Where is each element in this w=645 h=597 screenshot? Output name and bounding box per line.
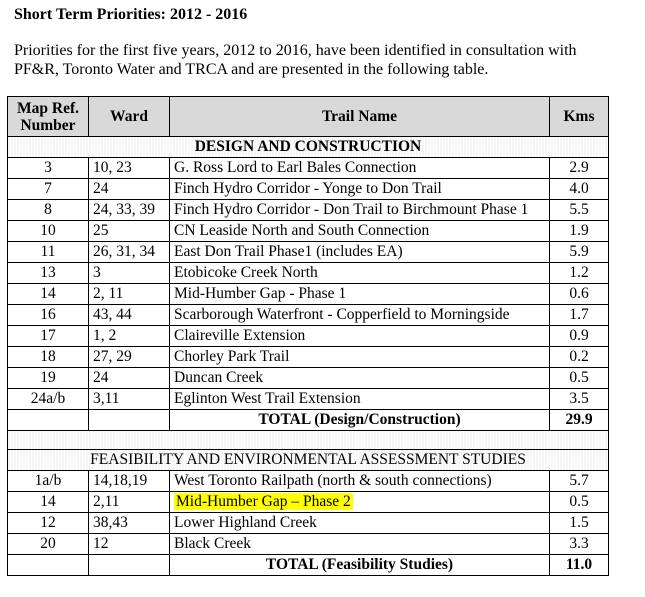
ward-cell: 2, 11 <box>89 284 170 305</box>
kms-cell: 1.5 <box>550 513 609 534</box>
kms-cell: 5.7 <box>550 471 609 492</box>
map-ref-cell: 18 <box>8 347 89 368</box>
total-label-design: TOTAL (Design/Construction) <box>170 410 550 431</box>
map-ref-cell: 12 <box>8 513 89 534</box>
kms-cell: 3.5 <box>550 389 609 410</box>
header-trail-name: Trail Name <box>170 97 550 137</box>
trail-name-cell: Scarborough Waterfront - Copperfield to Morningside <box>170 305 550 326</box>
header-kms: Kms <box>550 97 609 137</box>
section-row-design <box>8 137 609 158</box>
kms-cell: 5.9 <box>550 242 609 263</box>
kms-cell: 1.2 <box>550 263 609 284</box>
table-row <box>8 534 609 555</box>
map-ref-cell: 13 <box>8 263 89 284</box>
map-ref-cell: 8 <box>8 200 89 221</box>
total-kms-design: 29.9 <box>550 410 609 431</box>
trail-name-cell: Mid-Humber Gap - Phase 1 <box>170 284 550 305</box>
total-empty-cell <box>89 555 170 576</box>
trail-name-cell: Etobicoke Creek North <box>170 263 550 284</box>
kms-cell: 0.2 <box>550 347 609 368</box>
total-kms-feasibility: 11.0 <box>550 555 609 576</box>
section-title-design: DESIGN AND CONSTRUCTION <box>8 137 609 158</box>
map-ref-cell: 7 <box>8 179 89 200</box>
map-ref-cell: 3 <box>8 158 89 179</box>
trail-name-cell <box>170 492 550 513</box>
map-ref-cell: 16 <box>8 305 89 326</box>
kms-cell: 5.5 <box>550 200 609 221</box>
trail-name-cell: Black Creek <box>170 534 550 555</box>
table-row <box>8 347 609 368</box>
map-ref-cell: 1a/b <box>8 471 89 492</box>
kms-cell: 0.9 <box>550 326 609 347</box>
map-ref-cell: 17 <box>8 326 89 347</box>
kms-cell: 0.6 <box>550 284 609 305</box>
table-row <box>8 221 609 242</box>
priorities-table <box>7 96 609 576</box>
total-empty-cell <box>8 555 89 576</box>
trail-name-cell: G. Ross Lord to Earl Bales Connection <box>170 158 550 179</box>
kms-cell: 4.0 <box>550 179 609 200</box>
ward-cell: 24, 33, 39 <box>89 200 170 221</box>
page-heading: Short Term Priorities: 2012 - 2016 <box>14 6 248 23</box>
total-row-design <box>8 410 609 431</box>
header-ward: Ward <box>89 97 170 137</box>
table-row <box>8 284 609 305</box>
map-ref-cell: 14 <box>8 284 89 305</box>
trail-name-cell: West Toronto Railpath (north & south connections) <box>170 471 550 492</box>
table-row <box>8 513 609 534</box>
trail-name-cell: Finch Hydro Corridor - Don Trail to Birchmount Phase 1 <box>170 200 550 221</box>
trail-name-cell: Chorley Park Trail <box>170 347 550 368</box>
map-ref-cell: 20 <box>8 534 89 555</box>
map-ref-cell: 24a/b <box>8 389 89 410</box>
highlighted-trail-name: Mid-Humber Gap – Phase 2 <box>176 493 351 510</box>
ward-cell: 24 <box>89 179 170 200</box>
trail-name-cell: Finch Hydro Corridor - Yonge to Don Trail <box>170 179 550 200</box>
ward-cell: 27, 29 <box>89 347 170 368</box>
table-row <box>8 492 609 513</box>
total-row-feasibility <box>8 555 609 576</box>
trail-name-cell: Claireville Extension <box>170 326 550 347</box>
ward-cell: 10, 23 <box>89 158 170 179</box>
ward-cell: 14,18,19 <box>89 471 170 492</box>
trail-name-cell: Eglinton West Trail Extension <box>170 389 550 410</box>
trail-name-cell: Lower Highland Creek <box>170 513 550 534</box>
ward-cell: 3,11 <box>89 389 170 410</box>
map-ref-cell: 11 <box>8 242 89 263</box>
ward-cell: 12 <box>89 534 170 555</box>
section-gap <box>8 431 609 450</box>
table-row <box>8 305 609 326</box>
table-row <box>8 158 609 179</box>
kms-cell: 1.9 <box>550 221 609 242</box>
trail-name-cell: East Don Trail Phase1 (includes EA) <box>170 242 550 263</box>
intro-paragraph: Priorities for the first five years, 2012 to 2016, have been identified in consultation with PF&R, Toronto Water and TRCA and are presented in the following table. <box>14 42 577 78</box>
table-row <box>8 242 609 263</box>
ward-cell: 1, 2 <box>89 326 170 347</box>
table-row <box>8 263 609 284</box>
ward-cell: 3 <box>89 263 170 284</box>
ward-cell: 43, 44 <box>89 305 170 326</box>
table-row <box>8 179 609 200</box>
table-row <box>8 200 609 221</box>
gap-cell <box>8 431 609 450</box>
kms-cell: 0.5 <box>550 492 609 513</box>
total-empty-cell <box>89 410 170 431</box>
ward-cell: 25 <box>89 221 170 242</box>
table-row <box>8 471 609 492</box>
map-ref-cell: 10 <box>8 221 89 242</box>
map-ref-cell: 19 <box>8 368 89 389</box>
trail-name-cell: CN Leaside North and South Connection <box>170 221 550 242</box>
section-row-feasibility <box>8 450 609 471</box>
header-map-ref: Map Ref. Number <box>8 97 89 137</box>
kms-cell: 2.9 <box>550 158 609 179</box>
kms-cell: 0.5 <box>550 368 609 389</box>
ward-cell: 24 <box>89 368 170 389</box>
ward-cell: 38,43 <box>89 513 170 534</box>
table-row <box>8 326 609 347</box>
trail-name-cell: Duncan Creek <box>170 368 550 389</box>
table-row <box>8 368 609 389</box>
ward-cell: 26, 31, 34 <box>89 242 170 263</box>
total-label-feasibility: TOTAL (Feasibility Studies) <box>170 555 550 576</box>
map-ref-cell: 14 <box>8 492 89 513</box>
ward-cell: 2,11 <box>89 492 170 513</box>
header-row <box>8 97 609 137</box>
kms-cell: 1.7 <box>550 305 609 326</box>
section-title-feasibility: FEASIBILITY AND ENVIRONMENTAL ASSESSMENT STUDIES <box>8 450 609 471</box>
kms-cell: 3.3 <box>550 534 609 555</box>
table-row <box>8 389 609 410</box>
total-empty-cell <box>8 410 89 431</box>
